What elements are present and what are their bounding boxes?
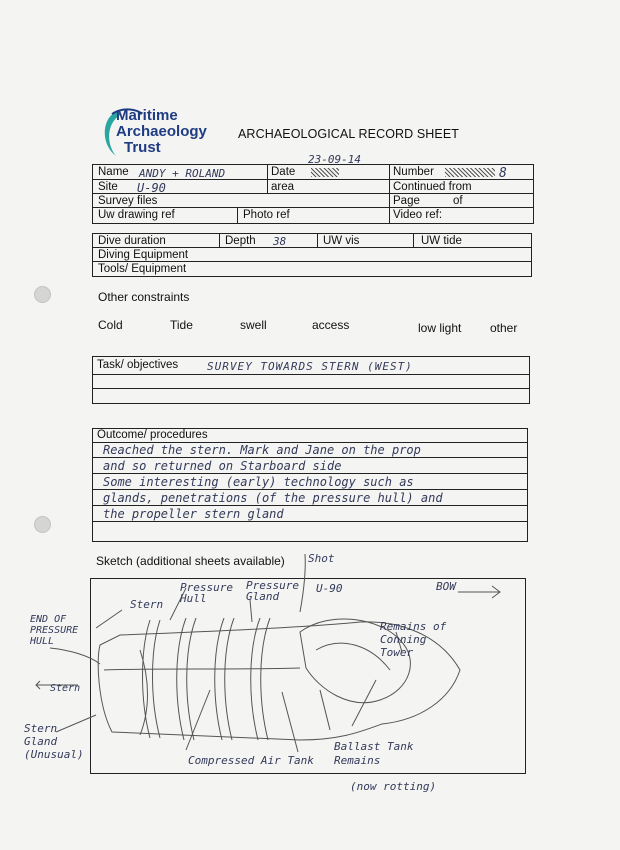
uw-vis-label: UW vis bbox=[323, 235, 360, 247]
punch-hole bbox=[34, 516, 51, 533]
uw-tide-label: UW tide bbox=[421, 235, 462, 247]
outcome-line: Some interesting (early) technology such as bbox=[103, 475, 414, 489]
sketch-label-stern-top: Stern bbox=[130, 598, 164, 611]
logo-line2: Archaeology bbox=[116, 123, 207, 140]
name-value: ANDY + ROLAND bbox=[139, 167, 226, 180]
constraint-other: other bbox=[490, 321, 518, 335]
site-value: U-90 bbox=[137, 181, 166, 195]
constraint-swell: swell bbox=[240, 318, 267, 332]
constraint-cold: Cold bbox=[98, 318, 123, 332]
submarine-sketch bbox=[0, 540, 620, 810]
survey-label: Survey files bbox=[98, 195, 158, 207]
outcome-line: and so returned on Starboard side bbox=[103, 459, 342, 473]
constraint-access: access bbox=[312, 318, 350, 332]
name-label: Name bbox=[98, 166, 129, 178]
dive-duration-label: Dive duration bbox=[98, 235, 166, 247]
page-label: Page bbox=[393, 195, 420, 207]
number-label: Number bbox=[393, 166, 434, 178]
sketch-label-shot: Shot bbox=[308, 552, 335, 565]
sketch-label-pressure-hull: Pressure Hull bbox=[180, 581, 233, 605]
sketch-label-stern-arrow: Stern bbox=[50, 683, 81, 694]
punch-hole bbox=[34, 286, 51, 303]
sketch-label-compressed-air: Compressed Air Tank bbox=[188, 754, 314, 767]
sketch-label-stern-gland: Stern Gland (Unusual) bbox=[24, 722, 84, 761]
scribble-mark bbox=[311, 168, 339, 177]
logo-line3: Trust bbox=[124, 139, 161, 156]
outcome-label: Outcome/ procedures bbox=[97, 429, 208, 441]
photo-label: Photo ref bbox=[243, 209, 290, 221]
number-value: 8 bbox=[499, 166, 507, 181]
outcome-line: glands, penetrations (of the pressure hull) and bbox=[103, 491, 443, 505]
tools-label: Tools/ Equipment bbox=[98, 263, 187, 275]
sheet-title: ARCHAEOLOGICAL RECORD SHEET bbox=[238, 127, 460, 141]
outcome-line: Reached the stern. Mark and Jane on the prop bbox=[103, 443, 421, 457]
sketch-label-end-hull: END OF PRESSURE HULL bbox=[30, 614, 79, 647]
task-label: Task/ objectives bbox=[97, 359, 179, 371]
task-box bbox=[92, 356, 530, 404]
sketch-heading: Sketch (additional sheets available) bbox=[96, 554, 285, 568]
dive-table bbox=[92, 233, 532, 277]
sketch-label-pressure-gland: Pressure Gland bbox=[246, 579, 299, 603]
sketch-label-u90: U-90 bbox=[316, 582, 343, 595]
of-label: of bbox=[453, 195, 463, 207]
constraint-low-light: low light bbox=[418, 321, 462, 335]
sketch-label-ballast: Ballast Tank Remains bbox=[334, 740, 414, 767]
outcome-box bbox=[92, 428, 528, 542]
depth-label: Depth bbox=[225, 235, 256, 247]
continued-label: Continued from bbox=[393, 181, 472, 193]
constraints-heading: Other constraints bbox=[98, 290, 190, 304]
sketch-label-conning-tower: Remains of Conning Tower bbox=[380, 620, 447, 659]
diving-equipment-label: Diving Equipment bbox=[98, 249, 189, 261]
site-label: Site bbox=[98, 181, 118, 193]
scribble-mark bbox=[445, 168, 495, 177]
logo bbox=[116, 108, 207, 156]
depth-value: 38 bbox=[273, 235, 287, 248]
uw-drawing-label: Uw drawing ref bbox=[98, 209, 175, 221]
sketch-label-now-rotting: (now rotting) bbox=[350, 780, 437, 793]
task-value: SURVEY TOWARDS STERN (WEST) bbox=[207, 360, 413, 373]
outcome-line: the propeller stern gland bbox=[103, 507, 284, 521]
constraint-tide: Tide bbox=[170, 318, 193, 332]
video-label: Video ref: bbox=[393, 209, 443, 221]
area-label: area bbox=[271, 181, 295, 193]
logo-line1: Maritime bbox=[116, 107, 178, 124]
date-label: Date bbox=[271, 166, 296, 178]
date-value: 23-09-14 bbox=[308, 153, 361, 166]
header-table bbox=[92, 164, 534, 224]
sketch-label-bow: BOW bbox=[436, 580, 456, 593]
